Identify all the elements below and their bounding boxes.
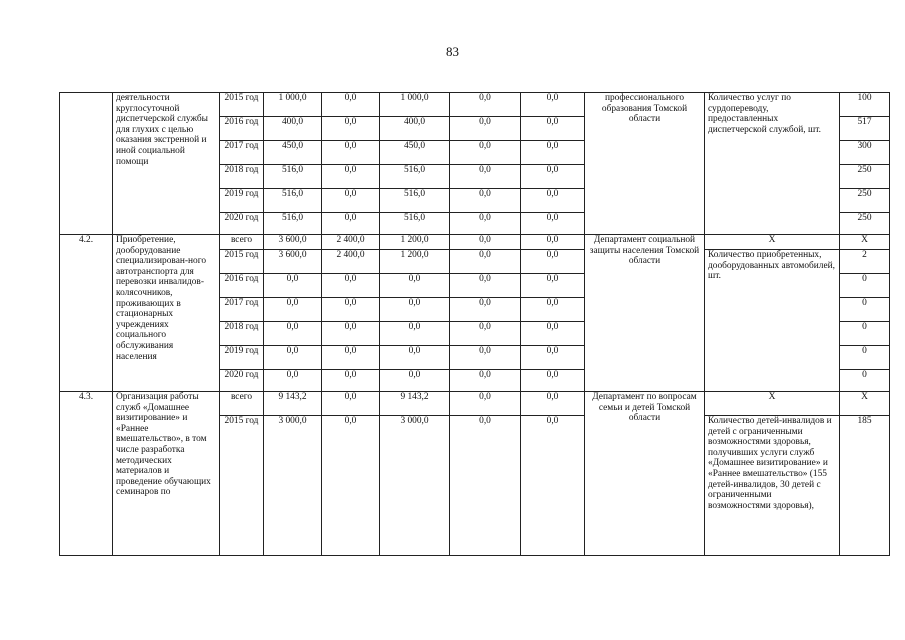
amount-cell: 0,0 (322, 213, 380, 235)
amount-cell: 2 400,0 (322, 235, 380, 250)
amount-cell: 0,0 (322, 298, 380, 322)
year-cell: 2019 год (220, 189, 264, 213)
amount-cell: 0,0 (450, 141, 521, 165)
amount-cell: 0,0 (521, 298, 585, 322)
program-table (59, 92, 890, 556)
amount-cell: 0,0 (450, 370, 521, 392)
amount-cell: 1 200,0 (380, 250, 450, 274)
year-cell: 2016 год (220, 117, 264, 141)
amount-cell: 0,0 (322, 346, 380, 370)
amount-cell: 0,0 (521, 346, 585, 370)
amount-cell: 0,0 (521, 370, 585, 392)
target-value: 185 (840, 416, 890, 556)
amount-cell: 3 000,0 (380, 416, 450, 556)
target-value: 0 (840, 370, 890, 392)
year-cell: 2018 год (220, 322, 264, 346)
amount-cell: 0,0 (521, 250, 585, 274)
target-value: 100 (840, 93, 890, 117)
year-cell: 2015 год (220, 250, 264, 274)
target-value: 300 (840, 141, 890, 165)
amount-cell: 0,0 (450, 93, 521, 117)
page-number: 83 (446, 44, 459, 59)
table-row (60, 392, 890, 416)
amount-cell: 0,0 (521, 165, 585, 189)
year-cell: 2020 год (220, 370, 264, 392)
item-number: 4.3. (60, 392, 113, 556)
item-description: деятельности круглосуточной диспетчерской службы для глухих с целью оказания экстренной и иной социальной помощи (113, 93, 220, 235)
amount-cell: 516,0 (380, 189, 450, 213)
amount-cell: 450,0 (264, 141, 322, 165)
amount-cell: 0,0 (380, 298, 450, 322)
executor: Департамент социальной защиты населения Томской области (585, 235, 705, 392)
amount-cell: 516,0 (264, 213, 322, 235)
amount-cell: 0,0 (450, 250, 521, 274)
target-value: 250 (840, 165, 890, 189)
amount-cell: 0,0 (264, 298, 322, 322)
table-row (60, 235, 890, 250)
indicator: Количество детей-инвалидов и детей с ограниченными возможностями здоровья, получивших услуги служб «Домашнее визитирование» и «Раннее вмешательство» (155 детей-инвалидов, 30 детей с ограниченными возможностями здоровья), (705, 416, 840, 556)
target-value: 0 (840, 322, 890, 346)
amount-cell: 0,0 (264, 322, 322, 346)
year-cell: 2017 год (220, 298, 264, 322)
amount-cell: 0,0 (521, 141, 585, 165)
amount-cell: 1 200,0 (380, 235, 450, 250)
target-value: 0 (840, 298, 890, 322)
target-value: 2 (840, 250, 890, 274)
amount-cell: 9 143,2 (264, 392, 322, 416)
target-value: Х (840, 235, 890, 250)
amount-cell: 0,0 (450, 346, 521, 370)
amount-cell: 0,0 (450, 392, 521, 416)
amount-cell: 0,0 (264, 274, 322, 298)
year-cell: 2015 год (220, 93, 264, 117)
executor: Департамент по вопросам семьи и детей Томской области (585, 392, 705, 556)
amount-cell: 0,0 (521, 189, 585, 213)
year-cell: 2015 год (220, 416, 264, 556)
year-cell: 2020 год (220, 213, 264, 235)
amount-cell: 1 000,0 (380, 93, 450, 117)
amount-cell: 0,0 (380, 346, 450, 370)
amount-cell: 400,0 (264, 117, 322, 141)
amount-cell: 0,0 (380, 370, 450, 392)
target-value: 0 (840, 346, 890, 370)
amount-cell: 0,0 (322, 141, 380, 165)
amount-cell: 0,0 (450, 298, 521, 322)
amount-cell: 0,0 (521, 322, 585, 346)
amount-cell: 516,0 (380, 213, 450, 235)
amount-cell: 0,0 (450, 274, 521, 298)
year-cell: всего (220, 392, 264, 416)
year-cell: всего (220, 235, 264, 250)
amount-cell: 0,0 (450, 189, 521, 213)
amount-cell: 0,0 (322, 165, 380, 189)
amount-cell: 0,0 (322, 117, 380, 141)
amount-cell: 516,0 (380, 165, 450, 189)
item-description: Приобретение, дооборудование специализирован-ного автотранспорта для перевозки инвалидов-колясочников, проживающих в стационарных учреждениях социального обслуживания населения (113, 235, 220, 392)
item-number: 4.2. (60, 235, 113, 392)
year-cell: 2019 год (220, 346, 264, 370)
target-value: 0 (840, 274, 890, 298)
amount-cell: 0,0 (521, 416, 585, 556)
amount-cell: 516,0 (264, 189, 322, 213)
amount-cell: 0,0 (322, 416, 380, 556)
amount-cell: 0,0 (450, 213, 521, 235)
year-cell: 2017 год (220, 141, 264, 165)
amount-cell: 0,0 (521, 213, 585, 235)
amount-cell: 0,0 (322, 322, 380, 346)
amount-cell: 0,0 (264, 346, 322, 370)
amount-cell: 0,0 (521, 117, 585, 141)
amount-cell: 0,0 (521, 392, 585, 416)
amount-cell: 0,0 (521, 274, 585, 298)
amount-cell: 1 000,0 (264, 93, 322, 117)
amount-cell: 0,0 (380, 274, 450, 298)
target-value: Х (840, 392, 890, 416)
amount-cell: 0,0 (450, 117, 521, 141)
target-value: 250 (840, 213, 890, 235)
amount-cell: 9 143,2 (380, 392, 450, 416)
amount-cell: 450,0 (380, 141, 450, 165)
target-value: 517 (840, 117, 890, 141)
amount-cell: 0,0 (521, 235, 585, 250)
amount-cell: 0,0 (450, 416, 521, 556)
amount-cell: 0,0 (450, 322, 521, 346)
amount-cell: 516,0 (264, 165, 322, 189)
amount-cell: 0,0 (322, 392, 380, 416)
target-value: 250 (840, 189, 890, 213)
item-number (60, 93, 113, 235)
indicator: Количество приобретенных, дооборудованных автомобилей, шт. (705, 250, 840, 392)
amount-cell: 0,0 (380, 322, 450, 346)
amount-cell: 3 600,0 (264, 235, 322, 250)
amount-cell: 3 600,0 (264, 250, 322, 274)
amount-cell: 0,0 (322, 370, 380, 392)
year-cell: 2016 год (220, 274, 264, 298)
amount-cell: 0,0 (322, 189, 380, 213)
table-row (60, 93, 890, 117)
amount-cell: 0,0 (450, 235, 521, 250)
amount-cell: 0,0 (521, 93, 585, 117)
amount-cell: 3 000,0 (264, 416, 322, 556)
indicator-total: Х (705, 235, 840, 250)
amount-cell: 0,0 (322, 93, 380, 117)
amount-cell: 0,0 (450, 165, 521, 189)
amount-cell: 2 400,0 (322, 250, 380, 274)
amount-cell: 400,0 (380, 117, 450, 141)
year-cell: 2018 год (220, 165, 264, 189)
indicator: Количество услуг по сурдопереводу, предоставленных диспетчерской службой, шт. (705, 93, 840, 235)
amount-cell: 0,0 (264, 370, 322, 392)
executor: профессионального образования Томской области (585, 93, 705, 235)
item-description: Организация работы служб «Домашнее визитирование» и «Раннее вмешательство», в том числе разработка методических материалов и проведение обучающих семинаров по (113, 392, 220, 556)
amount-cell: 0,0 (322, 274, 380, 298)
indicator-total: Х (705, 392, 840, 416)
